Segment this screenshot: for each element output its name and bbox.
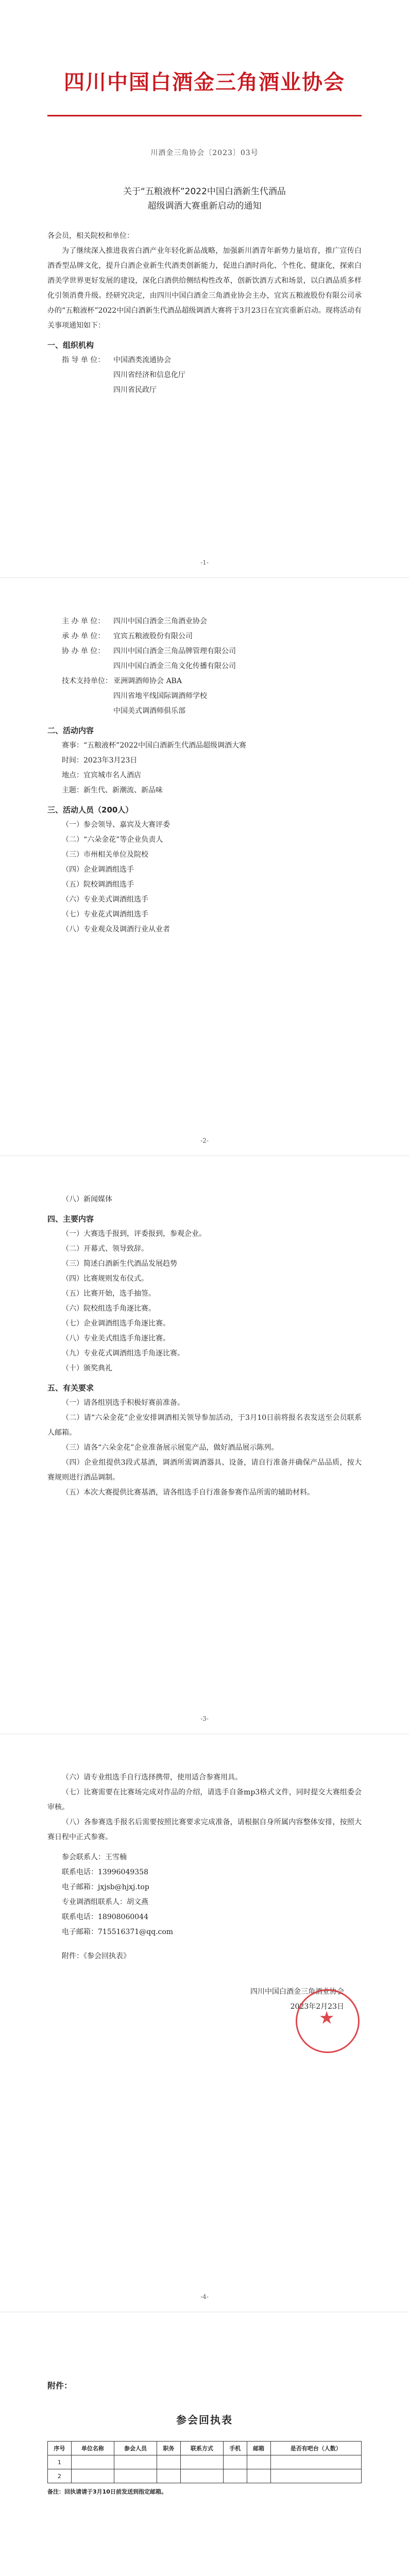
attendee-item: （四）企业调酒组选手 (62, 866, 134, 874)
tech-unit: 四川省地平线国际调酒师学校 (113, 692, 207, 700)
main-item: （六）院校组选手角逐比赛。 (62, 1304, 156, 1313)
tech-row (47, 674, 362, 689)
organizer-row (47, 629, 362, 644)
document-page-5 (0, 2312, 409, 2576)
pro-contact-phone: 联系电话：18908060044 (62, 1913, 148, 1921)
main-item: （三）简述白酒新生代酒品发展趋势 (62, 1260, 177, 1268)
table-header-cell: 单位名称 (71, 2442, 114, 2455)
section-attendees-heading: 三、活动人员（200人） (47, 805, 133, 815)
section-requirements-heading: 五、有关要求 (47, 1383, 94, 1393)
main-item: （九）专业花式调酒组选手角逐比赛。 (62, 1349, 184, 1358)
table-cell (247, 2469, 270, 2483)
table-cell (223, 2469, 247, 2483)
table-cell (71, 2455, 114, 2469)
table-header-cell: 邮箱 (247, 2442, 270, 2455)
host-row (47, 614, 362, 629)
co-unit: 四川中国白酒金三角品牌管理有限公司 (113, 647, 236, 655)
attachment-reference: 附件：《参会回执表》 (62, 1952, 130, 1960)
contact-email: 电子邮箱：jxjsb@hjxj.top (62, 1883, 149, 1891)
main-item: （十）颁奖典礼 (62, 1364, 112, 1372)
table-row (48, 2469, 362, 2483)
requirement-item: （六）请专业组选手自行选择携带，使用适合参赛用具。 (62, 1773, 242, 1782)
attendee-item: （二）“六朵金花”等企业负责人 (62, 836, 163, 844)
guide-label: 指 导 单 位： (62, 356, 105, 364)
table-cell: 2 (48, 2469, 72, 2483)
org-red-title: 四川中国白酒金三角酒业协会 (64, 70, 345, 94)
table-header-cell: 参会人员 (114, 2442, 157, 2455)
document-page-3 (0, 1156, 409, 1734)
table-cell (157, 2455, 181, 2469)
event-time: 时间：2023年3月23日 (62, 756, 138, 765)
table-header-row (48, 2442, 362, 2455)
table-cell (180, 2455, 223, 2469)
requirement-item: （二）请“六朵金花”企业安排调酒相关领导参加活动，于3月10日前将报名表发送至会员联系人邮箱。 (47, 1414, 362, 1437)
red-divider (47, 115, 362, 116)
table-row (48, 2455, 362, 2469)
attendee-item: （七）专业花式调酒组选手 (62, 910, 148, 919)
organizer-label: 承 办 单 位： (62, 632, 105, 640)
signature-date: 2023年2月23日 (290, 2003, 344, 2011)
table-cell: 1 (48, 2455, 72, 2469)
page-number: -3- (200, 1715, 209, 1722)
attendee-item: （八）专业观众及调酒行业从业者 (62, 925, 170, 934)
tech-unit: 中国美式调酒师俱乐部 (113, 707, 185, 715)
requirement-item: （三）请各“六朵金花”企业准备展示展览产品，做好酒品展示陈列。 (62, 1444, 279, 1452)
doc-number: 川酒金三角协会〔2023〕03号 (150, 149, 259, 157)
signature-org: 四川中国白酒金三角酒业协会 (250, 1988, 344, 1996)
guide-units-row (47, 353, 362, 368)
section-content-heading: 二、活动内容 (47, 726, 94, 735)
event-place: 地点：宜宾城市名人酒店 (62, 771, 141, 779)
table-cell (157, 2469, 181, 2483)
requirement-item: （五）本次大赛提供比赛基酒，请各组选手自行准备参赛作品所需的辅助材料。 (62, 1488, 314, 1497)
main-item: （二）开幕式、领导致辞。 (62, 1245, 148, 1253)
main-item: （七）企业调酒组选手角逐比赛。 (62, 1319, 170, 1328)
guide-unit: 中国酒类流通协会 (113, 356, 171, 364)
document-page-1 (0, 0, 409, 578)
registration-table (47, 2441, 362, 2483)
table-header-cell: 联系方式 (180, 2442, 223, 2455)
contact-person: 参会联系人：王雪楠 (62, 1853, 127, 1861)
attachment-title: 参会回执表 (176, 2414, 233, 2426)
seal-star-icon: ★ (319, 2008, 335, 2028)
table-cell (270, 2455, 361, 2469)
guide-unit: 四川省经济和信息化厅 (113, 371, 185, 379)
host-label: 主 办 单 位： (62, 617, 105, 625)
table-cell (247, 2455, 270, 2469)
tech-unit: 亚洲调酒师协会 ABA (113, 677, 182, 685)
table-header-cell: 是否有吧台（人数） (270, 2442, 361, 2455)
table-cell (71, 2469, 114, 2483)
organizer-value: 宜宾五粮液股份有限公司 (113, 632, 193, 640)
table-cell (270, 2469, 361, 2483)
table-cell (180, 2469, 223, 2483)
table-cell (223, 2455, 247, 2469)
table-header-cell: 职务 (157, 2442, 181, 2455)
requirement-item: （一）请各组别选手积极好赛前准备。 (62, 1399, 184, 1407)
event-subject: 赛事：“五粮液杯”2022中国白酒新生代酒品超级调酒大赛 (62, 741, 246, 750)
attendee-item: （三）市州相关单位及院校 (62, 851, 148, 859)
section-organization-heading: 一、组织机构 (47, 341, 94, 350)
pro-contact-person: 专业调酒组联系人：胡文燕 (62, 1898, 148, 1906)
tech-label: 技术支持单位： (62, 677, 112, 685)
main-item: （八）专业美式组选手角逐比赛。 (62, 1334, 170, 1343)
page-number: -1- (200, 559, 209, 566)
section-main-heading: 四、主要内容 (47, 1214, 94, 1224)
document-page-2 (0, 578, 409, 1156)
guide-unit: 四川省民政厅 (113, 386, 157, 394)
co-row (47, 644, 362, 659)
co-label: 协 办 单 位： (62, 647, 105, 655)
co-unit: 四川中国白酒金三角文化传播有限公司 (113, 662, 236, 670)
salutation: 各会员，相关院校和单位： (47, 232, 134, 240)
main-item: （五）比赛开始，选手抽签。 (62, 1290, 156, 1298)
event-theme: 主题：新生代、新潮流、新品味 (62, 786, 163, 794)
attendee-item: （六）专业美式调酒组选手 (62, 895, 148, 904)
main-item: （一）大赛选手报到，评委报到，参观企业。 (62, 1230, 206, 1238)
page-number: -4- (200, 2293, 209, 2300)
page-number: -2- (200, 1137, 209, 1144)
requirement-item: （八）各参赛选手报名后需要按照比赛要求完成准备，请根据自身所属内容整体安排，按照大赛日程中正式参赛。 (47, 1818, 362, 1841)
contact-phone: 联系电话：13996049358 (62, 1868, 148, 1876)
table-cell (114, 2469, 157, 2483)
main-item: （四）比赛规则发布仪式。 (62, 1275, 148, 1283)
document-page-4 (0, 1734, 409, 2312)
table-note: 备注：回执请请于3月10日前发送到指定邮箱。 (47, 2488, 167, 2495)
notice-title-line1: 关于“五粮液杯”2022中国白酒新生代酒品 (123, 187, 286, 197)
notice-title (47, 184, 362, 213)
attachment-label: 附件： (47, 2381, 73, 2391)
table-cell (114, 2455, 157, 2469)
pro-contact-email: 电子邮箱：715516371@qq.com (62, 1928, 174, 1936)
attendee-item: （五）院校调酒组选手 (62, 880, 134, 889)
requirement-item: （四）企业组提供3段式基酒，调酒所需调酒器具、设备，请自行准备并确保产品品质，按大赛规则进行酒品调制。 (47, 1459, 362, 1482)
official-seal-icon (296, 1989, 360, 2053)
notice-title-line2: 超级调酒大赛重新启动的通知 (147, 201, 262, 211)
attendee-item: （八）新闻媒体 (62, 1195, 112, 1204)
attendee-item: （一）参会领导、嘉宾及大赛评委 (62, 821, 170, 829)
requirement-item: （七）比赛需要在比赛场完成对作品的介绍，请选手自备mp3格式文件，同时提交大赛组委会审核。 (47, 1788, 362, 1811)
table-header-cell: 序号 (48, 2442, 72, 2455)
host-value: 四川中国白酒金三角酒业协会 (113, 617, 207, 625)
table-header-cell: 手机 (223, 2442, 247, 2455)
intro-paragraph: 为了继续深入推进我省白酒产业年轻化新品战略，加强新川酒青年新势力量培育，推广宣传白酒香型品牌文化，提升白酒企业新生代酒类创新能力，促进白酒时尚化、个性化、健康化，探索白酒美学世界更好发展的建设，深化白酒供给侧结构性改革，创新饮酒方式和场景，以白酒品质多样化引领消费升级。经研究决定，由四川中国白酒金三角酒业协会主办，宜宾五粮液股份有限公司承办的“五粮液杯”2022中国白酒新生代酒品超级调酒大赛将于3月23日在宜宾重新启动。现将活动有关事项通知如下： (47, 247, 362, 330)
